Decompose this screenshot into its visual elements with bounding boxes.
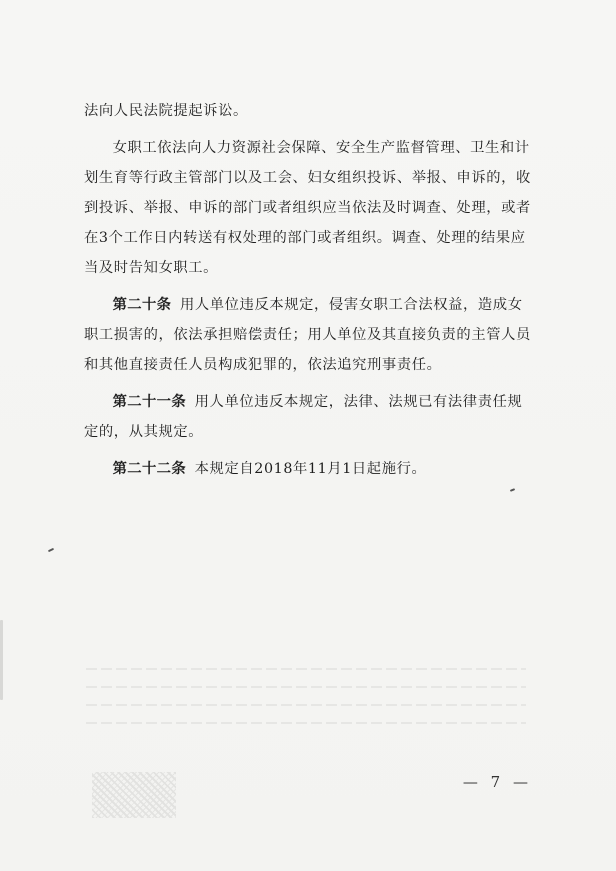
document-body (84, 96, 536, 484)
paragraph-continuation (84, 96, 536, 126)
paragraph-text: 法向人民法院提起诉讼。 (84, 103, 248, 119)
article-twenty-one (84, 387, 536, 447)
show-through-line (86, 686, 526, 688)
article-title: 第二十一条 (112, 394, 187, 410)
article-text: 本规定自2018年11月1日起施行。 (194, 461, 427, 477)
show-through-text-shadow (86, 668, 526, 760)
article-title: 第二十二条 (112, 461, 187, 477)
page-number: — 7 — (462, 773, 532, 791)
page-edge-shadow (0, 620, 3, 700)
show-through-line (86, 722, 526, 724)
scan-mark (48, 548, 54, 552)
paragraph-text: 女职工依法向人力资源社会保障、安全生产监督管理、卫生和计划生育等行政主管部门以及工会、妇女组织投诉、举报、申诉的，收到投诉、举报、申诉的部门或者组织应当依法及时调查、处理，或者在3个工作日内转送有权处理的部门或者组织。调查、处理的结果应当及时告知女职工。 (84, 140, 531, 276)
scan-noise (92, 772, 176, 818)
article-text: 用人单位违反本规定，法律、法规已有法律责任规定的，从其规定。 (84, 394, 523, 440)
paragraph-complaint (84, 133, 536, 283)
show-through-line (86, 668, 526, 670)
scan-mark (510, 488, 515, 492)
article-twenty-two (84, 454, 536, 484)
article-text: 用人单位违反本规定，侵害女职工合法权益，造成女职工损害的，依法承担赔偿责任；用人单位及其直接负责的主管人员和其他直接责任人员构成犯罪的，依法追究刑事责任。 (84, 297, 531, 373)
article-title: 第二十条 (112, 297, 172, 313)
show-through-line (86, 704, 526, 706)
article-twenty (84, 290, 536, 380)
